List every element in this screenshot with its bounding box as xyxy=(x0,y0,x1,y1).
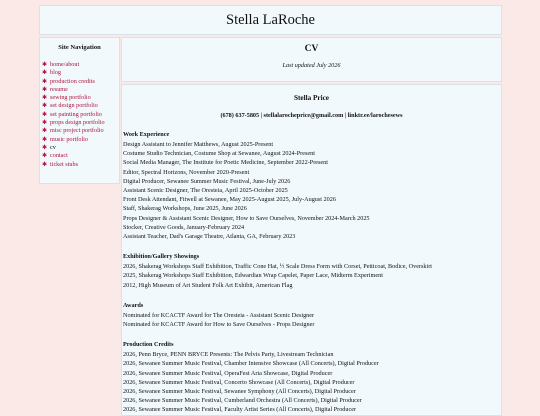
site-header xyxy=(39,5,502,35)
nav-link[interactable]: set painting portfolio xyxy=(50,110,102,118)
nav-item[interactable] xyxy=(42,127,119,135)
section-heading: Production Credits xyxy=(123,341,174,349)
site-title: Stella LaRoche xyxy=(226,11,315,28)
cv-section xyxy=(122,302,501,329)
nav-item[interactable] xyxy=(42,61,119,69)
asterisk-bullet-icon: ✱ xyxy=(42,70,48,77)
cv-entry: Social Media Manager, The Institute for Poetic Medicine, September 2022-Present xyxy=(123,159,328,167)
cv-section xyxy=(122,341,501,414)
nav-item[interactable] xyxy=(42,102,119,110)
cv-entry: Editor, Spectral Horizons, November 2020-Present xyxy=(123,168,250,176)
page-title: CV xyxy=(304,44,319,54)
cv-entry: Design Assistant to Jennifer Matthews, August 2025-Present xyxy=(123,141,274,148)
asterisk-bullet-icon: ✱ xyxy=(42,144,48,151)
cv-entry: Assistant Scenic Designer, The Oresteia, April 2025-October 2025 xyxy=(123,187,288,195)
nav-item[interactable] xyxy=(42,152,119,160)
cv-contact-line: (678) 637-5805 | stellalarocheprice@gmail.com | linktr.ee/larochesews xyxy=(220,112,403,119)
asterisk-bullet-icon: ✱ xyxy=(42,86,48,93)
cv-entry: 2026, Sewanee Summer Music Festival, Faculty Artist Series (All Concerts), Digital Producer xyxy=(123,406,357,414)
cv-entry: Props Designer & Assistant Scenic Designer, How to Save Ourselves, November 2024-March 2025 xyxy=(123,214,370,222)
cv-entry: Front Desk Attendant, Fitwell at Sewanee, May 2025-August 2025, July-August 2026 xyxy=(123,196,336,204)
cv-entry: Assistant Teacher, Dad's Garage Theatre, Atlanta, GA, February 2023 xyxy=(123,233,296,241)
cv-section xyxy=(122,253,501,290)
nav-link[interactable]: props design portfolio xyxy=(50,119,105,127)
cv-entry: 2026, Penn Bryce, PENN BRYCE Presents: The Pelvis Party, Livestream Technician xyxy=(123,351,334,359)
cv-entry: 2025, Shakerag Workshops Staff Exhibition, Edwardian Wrap Capelet, Paper Lace, Midterm Experiment xyxy=(123,272,383,280)
nav-link[interactable]: ticket stubs xyxy=(50,160,79,168)
nav-link[interactable]: cv xyxy=(50,143,56,151)
cv-content xyxy=(121,84,502,416)
section-heading: Exhibition/Gallery Showings xyxy=(123,253,200,261)
nav-item[interactable] xyxy=(42,144,119,152)
asterisk-bullet-icon: ✱ xyxy=(42,128,48,135)
nav-link[interactable]: resume xyxy=(50,85,68,93)
section-heading: Awards xyxy=(123,301,144,309)
last-updated-text: Last updated July 2026 xyxy=(282,62,341,69)
cv-entry: 2026, Sewanee Summer Music Festival, OperaFest Aria Showcase, Digital Producer xyxy=(123,369,333,377)
asterisk-bullet-icon: ✱ xyxy=(42,95,48,102)
section-heading: Work Experience xyxy=(123,131,170,138)
cv-entry: 2026, Shakerag Workshops Staff Exhibition, Traffic Cone Hat, ½ Scale Dress Form with Corset, Petticoat, Bodice, Overskirt xyxy=(123,263,433,271)
nav-link[interactable]: contact xyxy=(50,152,68,160)
cv-entry: 2026, Sewanee Summer Music Festival, Concerto Showcase (All Concerts), Digital Producer xyxy=(123,378,355,386)
cv-entry: 2026, Sewanee Summer Music Festival, Cumberland Orchestra (All Concerts), Digital Producer xyxy=(123,397,362,405)
site-navigation xyxy=(39,37,120,184)
cv-name: Stella Price xyxy=(294,94,329,102)
nav-link[interactable]: misc project portfolio xyxy=(50,127,104,135)
asterisk-bullet-icon: ✱ xyxy=(42,153,48,160)
cv-entry: 2012, High Museum of Art Student Folk Art Exhibit, American Flag xyxy=(123,281,293,289)
nav-link[interactable]: production credits xyxy=(50,77,95,85)
nav-item[interactable] xyxy=(42,69,119,77)
nav-item[interactable] xyxy=(42,78,119,86)
asterisk-bullet-icon: ✱ xyxy=(42,111,48,118)
asterisk-bullet-icon: ✱ xyxy=(42,120,48,127)
nav-item[interactable] xyxy=(42,111,119,119)
asterisk-bullet-icon: ✱ xyxy=(42,161,48,168)
nav-link[interactable]: blog xyxy=(50,69,62,77)
asterisk-bullet-icon: ✱ xyxy=(42,136,48,143)
asterisk-bullet-icon: ✱ xyxy=(42,62,48,68)
asterisk-bullet-icon: ✱ xyxy=(42,78,48,85)
nav-item[interactable] xyxy=(42,94,119,102)
cv-entry: Staff, Shakerag Workshops, June 2025, June 2026 xyxy=(123,205,247,213)
cv-entry: Stocker, Creative Goods, January-February 2024 xyxy=(123,223,245,231)
nav-item[interactable] xyxy=(42,119,119,127)
cv-entry: Nominated for KCACTF Award for How to Save Ourselves - Props Designer xyxy=(123,321,315,329)
cv-sections xyxy=(122,131,501,415)
nav-link[interactable]: set design portfolio xyxy=(50,102,98,110)
nav-link[interactable]: music portfolio xyxy=(50,135,88,143)
cv-section xyxy=(122,131,501,241)
nav-item[interactable] xyxy=(42,161,119,169)
nav-item[interactable] xyxy=(42,136,119,144)
cv-entry: Digital Producer, Sewanee Summer Music Festival, June-July 2026 xyxy=(123,177,291,185)
nav-list xyxy=(40,61,119,169)
cv-entry: Nominated for KCACTF Award for The Oresteia - Assistant Scenic Designer xyxy=(123,311,315,319)
cv-entry: 2026, Sewanee Summer Music Festival, Chamber Intensive Showcase (All Concerts), Digital Producer xyxy=(123,360,379,368)
nav-link[interactable]: sewing portfolio xyxy=(50,94,91,102)
cv-entry: 2026, Sewanee Summer Music Festival, Sewanee Symphony (All Concerts), Digital Producer xyxy=(123,388,356,396)
nav-heading: Site Navigation xyxy=(58,44,101,51)
cv-entry: Costume Studio Technician, Costume Shop at Sewanee, August 2024-Present xyxy=(123,150,315,158)
asterisk-bullet-icon: ✱ xyxy=(42,103,48,110)
nav-item[interactable] xyxy=(42,86,119,94)
page-title-box xyxy=(121,37,502,82)
nav-link[interactable]: home/about xyxy=(50,61,80,68)
